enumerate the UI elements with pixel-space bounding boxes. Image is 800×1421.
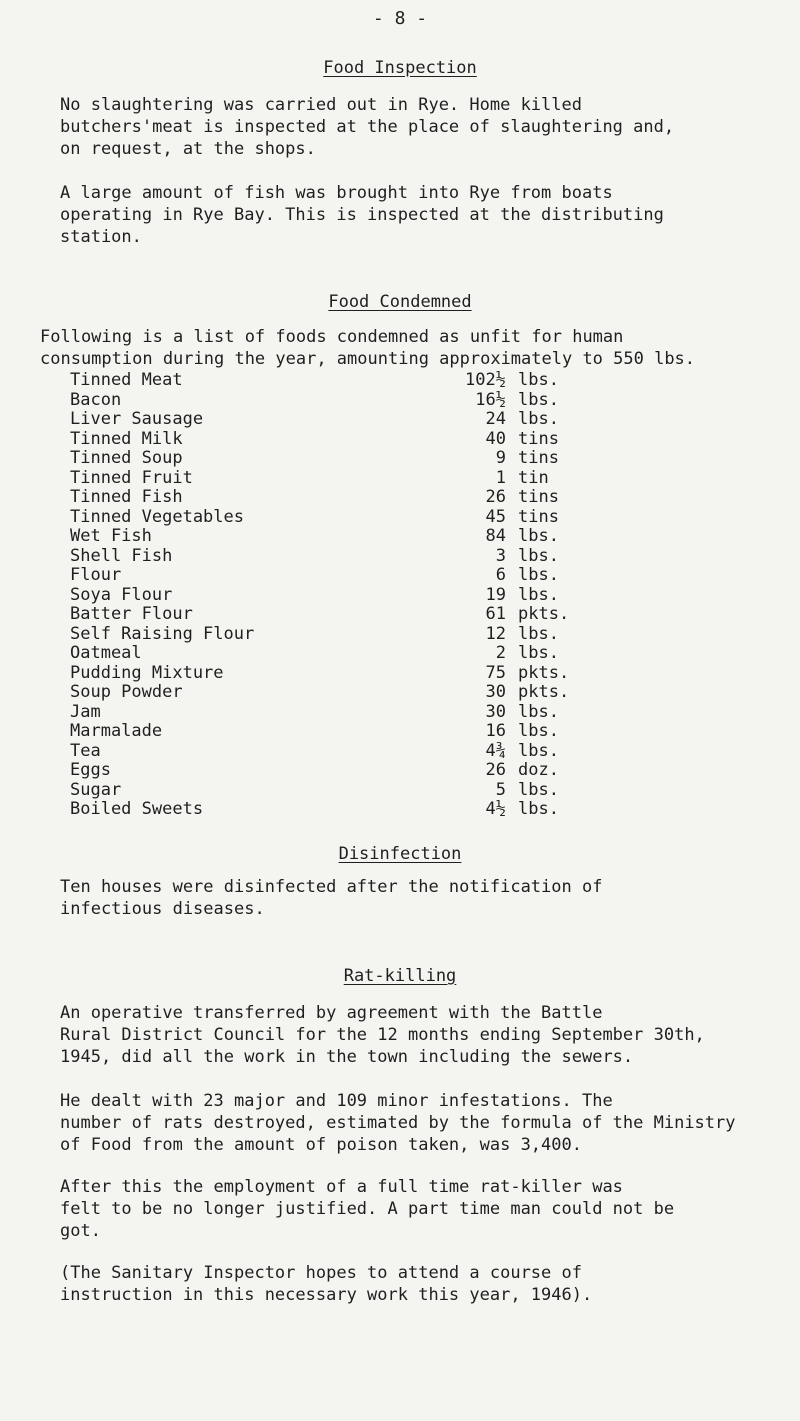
- food-row: [70, 448, 770, 467]
- food-row: [70, 370, 770, 389]
- food-unit: doz.: [518, 760, 559, 780]
- rat-killing-paragraph-1: [60, 1002, 780, 1068]
- food-name: Soup Powder: [70, 682, 183, 702]
- food-row: [70, 604, 770, 623]
- food-unit: lbs.: [518, 409, 559, 429]
- food-name: Tinned Meat: [70, 370, 183, 390]
- food-unit: tin: [518, 467, 549, 488]
- paragraph-line: 1945, did all the work in the town including the sewers.: [60, 1047, 634, 1067]
- food-inspection-paragraph-1: [60, 94, 780, 160]
- paragraph-line: infectious diseases.: [60, 899, 265, 919]
- food-row: [70, 760, 770, 779]
- food-quantity: 4½: [485, 799, 506, 819]
- paragraph-line: An operative transferred by agreement with the Battle: [60, 1003, 603, 1023]
- food-quantity: 3: [495, 545, 506, 566]
- food-row: [70, 429, 770, 448]
- page-number: - 8 -: [372, 8, 428, 29]
- food-unit: lbs.: [518, 721, 559, 741]
- food-row: [70, 624, 770, 643]
- food-row: [70, 565, 770, 584]
- food-unit: lbs.: [518, 545, 559, 566]
- food-inspection-paragraph-2: [60, 182, 780, 248]
- food-row: [70, 507, 770, 526]
- food-quantity: 30: [485, 701, 506, 722]
- food-quantity: 24: [485, 409, 506, 429]
- disinfection-heading: Disinfection: [338, 844, 462, 864]
- food-name: Tinned Soup: [70, 448, 183, 468]
- rat-killing-paragraph-4: [60, 1262, 780, 1306]
- food-quantity: 84: [485, 526, 506, 546]
- food-unit: pkts.: [518, 604, 570, 624]
- food-name: Marmalade: [70, 721, 163, 741]
- food-unit: tins: [518, 506, 559, 527]
- food-name: Tinned Fruit: [70, 467, 193, 488]
- paragraph-line: felt to be no longer justified. A part time man could not be: [60, 1199, 675, 1219]
- food-row: [70, 487, 770, 506]
- paragraph-line: No slaughtering was carried out in Rye. Home killed: [60, 95, 582, 115]
- food-row: [70, 585, 770, 604]
- food-row: [70, 721, 770, 740]
- paragraph-line: station.: [60, 227, 142, 247]
- food-quantity: 5: [495, 779, 506, 800]
- food-quantity: 102½: [465, 370, 506, 390]
- paragraph-line: A large amount of fish was brought into Rye from boats: [60, 183, 613, 203]
- paragraph-line: consumption during the year, amounting approximately to 550 lbs.: [40, 349, 696, 369]
- food-name: Tinned Vegetables: [70, 506, 244, 527]
- food-name: Pudding Mixture: [70, 662, 224, 683]
- food-name: Tinned Fish: [70, 487, 183, 507]
- food-row: [70, 799, 770, 818]
- paragraph-line: Rural District Council for the 12 months ending September 30th,: [60, 1025, 705, 1045]
- food-name: Oatmeal: [70, 643, 142, 663]
- food-name: Tea: [70, 740, 101, 761]
- food-quantity: 75: [485, 662, 506, 683]
- food-quantity: 45: [485, 506, 506, 527]
- food-quantity: 30: [485, 682, 506, 702]
- food-row: [70, 409, 770, 428]
- rat-killing-paragraph-2: [60, 1090, 780, 1156]
- food-name: Soya Flour: [70, 584, 173, 605]
- food-row: [70, 390, 770, 409]
- rat-killing-heading: Rat-killing: [343, 966, 457, 986]
- food-row: [70, 526, 770, 545]
- food-row: [70, 741, 770, 760]
- paragraph-line: After this the employment of a full time rat-killer was: [60, 1177, 623, 1197]
- paragraph-line: butchers'meat is inspected at the place of slaughtering and,: [60, 117, 675, 137]
- food-name: Tinned Milk: [70, 428, 183, 449]
- food-unit: lbs.: [518, 623, 559, 644]
- food-name: Wet Fish: [70, 526, 152, 546]
- food-unit: lbs.: [518, 799, 559, 819]
- food-row: [70, 546, 770, 565]
- food-unit: lbs.: [518, 526, 559, 546]
- food-name: Eggs: [70, 760, 111, 780]
- food-row: [70, 663, 770, 682]
- food-name: Liver Sausage: [70, 409, 204, 429]
- paragraph-line: (The Sanitary Inspector hopes to attend a course of: [60, 1263, 582, 1283]
- food-unit: lbs.: [518, 643, 559, 663]
- paragraph-line: number of rats destroyed, estimated by the formula of the Ministry: [60, 1113, 736, 1133]
- paragraph-line: Following is a list of foods condemned as unfit for human: [40, 327, 624, 347]
- food-quantity: 9: [495, 448, 506, 468]
- food-unit: lbs.: [518, 389, 559, 410]
- paragraph-line: Ten houses were disinfected after the notification of: [60, 877, 603, 897]
- food-quantity: 6: [495, 565, 506, 585]
- food-unit: tins: [518, 487, 559, 507]
- food-unit: lbs.: [518, 584, 559, 605]
- food-quantity: 4¾: [485, 740, 506, 761]
- food-quantity: 61: [485, 604, 506, 624]
- food-quantity: 1: [495, 467, 506, 488]
- disinfection-paragraph: [60, 876, 780, 920]
- paragraph-line: instruction in this necessary work this year, 1946).: [60, 1285, 593, 1305]
- food-quantity: 26: [485, 760, 506, 780]
- food-row: [70, 780, 770, 799]
- food-unit: pkts.: [518, 682, 570, 702]
- food-quantity: 16½: [475, 389, 506, 410]
- food-name: Jam: [70, 701, 101, 722]
- paragraph-line: operating in Rye Bay. This is inspected at the distributing: [60, 205, 664, 225]
- food-name: Flour: [70, 565, 122, 585]
- food-quantity: 40: [485, 428, 506, 449]
- food-unit: lbs.: [518, 740, 559, 761]
- paragraph-line: got.: [60, 1221, 101, 1241]
- paragraph-line: of Food from the amount of poison taken, was 3,400.: [60, 1135, 582, 1155]
- food-quantity: 26: [485, 487, 506, 507]
- food-condemned-intro: [40, 326, 760, 370]
- food-name: Boiled Sweets: [70, 799, 204, 819]
- food-name: Bacon: [70, 389, 122, 410]
- food-name: Sugar: [70, 779, 122, 800]
- paragraph-line: on request, at the shops.: [60, 139, 316, 159]
- food-row: [70, 468, 770, 487]
- food-row: [70, 702, 770, 721]
- food-unit: lbs.: [518, 701, 559, 722]
- food-unit: lbs.: [518, 370, 559, 390]
- paragraph-line: He dealt with 23 major and 109 minor infestations. The: [60, 1091, 613, 1111]
- food-unit: pkts.: [518, 662, 570, 683]
- food-name: Shell Fish: [70, 545, 173, 566]
- food-row: [70, 643, 770, 662]
- food-quantity: 16: [485, 721, 506, 741]
- food-quantity: 19: [485, 584, 506, 605]
- food-unit: lbs.: [518, 779, 559, 800]
- food-condemned-heading: Food Condemned: [328, 292, 472, 312]
- food-quantity: 2: [495, 643, 506, 663]
- food-name: Batter Flour: [70, 604, 193, 624]
- food-unit: tins: [518, 448, 559, 468]
- rat-killing-paragraph-3: [60, 1176, 780, 1242]
- food-unit: tins: [518, 428, 559, 449]
- food-inspection-heading: Food Inspection: [323, 58, 477, 78]
- food-name: Self Raising Flour: [70, 623, 255, 644]
- food-quantity: 12: [485, 623, 506, 644]
- food-row: [70, 682, 770, 701]
- food-unit: lbs.: [518, 565, 559, 585]
